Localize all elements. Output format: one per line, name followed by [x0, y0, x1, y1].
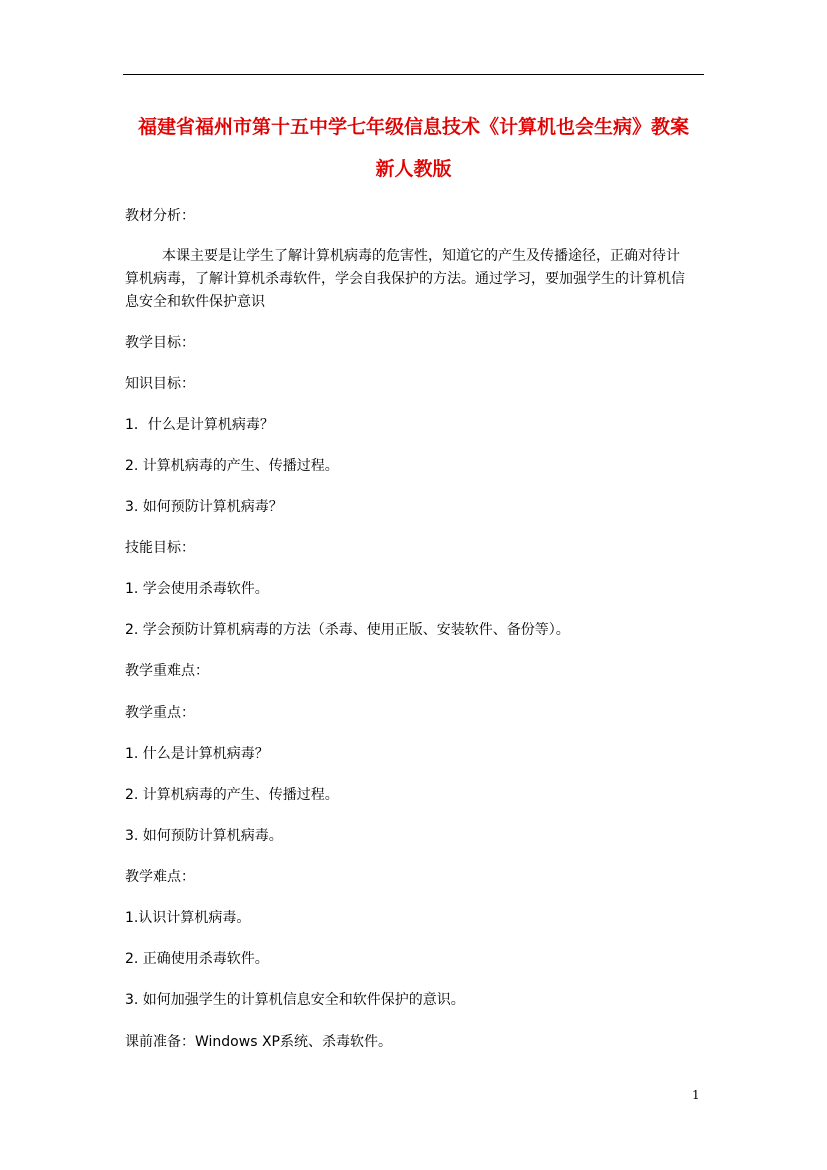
difficult-item-2: 2. 正确使用杀毒软件。 — [125, 951, 269, 967]
key-item-3: 3. 如何预防计算机病毒。 — [125, 828, 283, 844]
preparation-line: 课前准备：Windows XP系统、杀毒软件。 — [125, 1034, 392, 1050]
knowledge-item-2: 2. 计算机病毒的产生、传播过程。 — [125, 458, 339, 474]
goals-heading: 教学目标： — [125, 335, 195, 351]
skill-goals-heading: 技能目标： — [125, 540, 195, 556]
key-item-2: 2. 计算机病毒的产生、传播过程。 — [125, 787, 339, 803]
key-points-heading: 教学重点： — [125, 705, 195, 721]
skill-item-1: 1. 学会使用杀毒软件。 — [125, 581, 269, 597]
difficult-item-3: 3. 如何加强学生的计算机信息安全和软件保护的意识。 — [125, 992, 465, 1008]
document-title-line-1: 福建省福州市第十五中学七年级信息技术《计算机也会生病》教案 — [137, 116, 689, 138]
document-title-line-2: 新人教版 — [375, 158, 452, 180]
material-analysis-text: 本课主要是让学生了解计算机病毒的危害性，知道它的产生及传播途径，正确对待计算机病毒，了解计算机杀毒软件，学会自我保护的方法。通过学习，要加强学生的计算机信息安全和软件保护意识 — [125, 248, 685, 310]
skill-item-2: 2. 学会预防计算机病毒的方法（杀毒、使用正版、安装软件、备份等）。 — [125, 622, 570, 638]
knowledge-goals-heading: 知识目标： — [125, 376, 195, 392]
key-item-1: 1. 什么是计算机病毒？ — [125, 746, 269, 762]
page-number: 1 — [692, 1088, 700, 1102]
difficult-points-heading: 教学难点： — [125, 869, 195, 885]
key-difficult-heading: 教学重难点： — [125, 663, 209, 679]
material-analysis-heading: 教材分析： — [125, 208, 195, 224]
header-rule — [123, 74, 704, 75]
knowledge-item-3: 3. 如何预防计算机病毒？ — [125, 499, 283, 515]
material-analysis-paragraph — [125, 245, 691, 314]
knowledge-item-1: 1．什么是计算机病毒？ — [125, 417, 274, 433]
difficult-item-1: 1.认识计算机病毒。 — [125, 910, 251, 926]
